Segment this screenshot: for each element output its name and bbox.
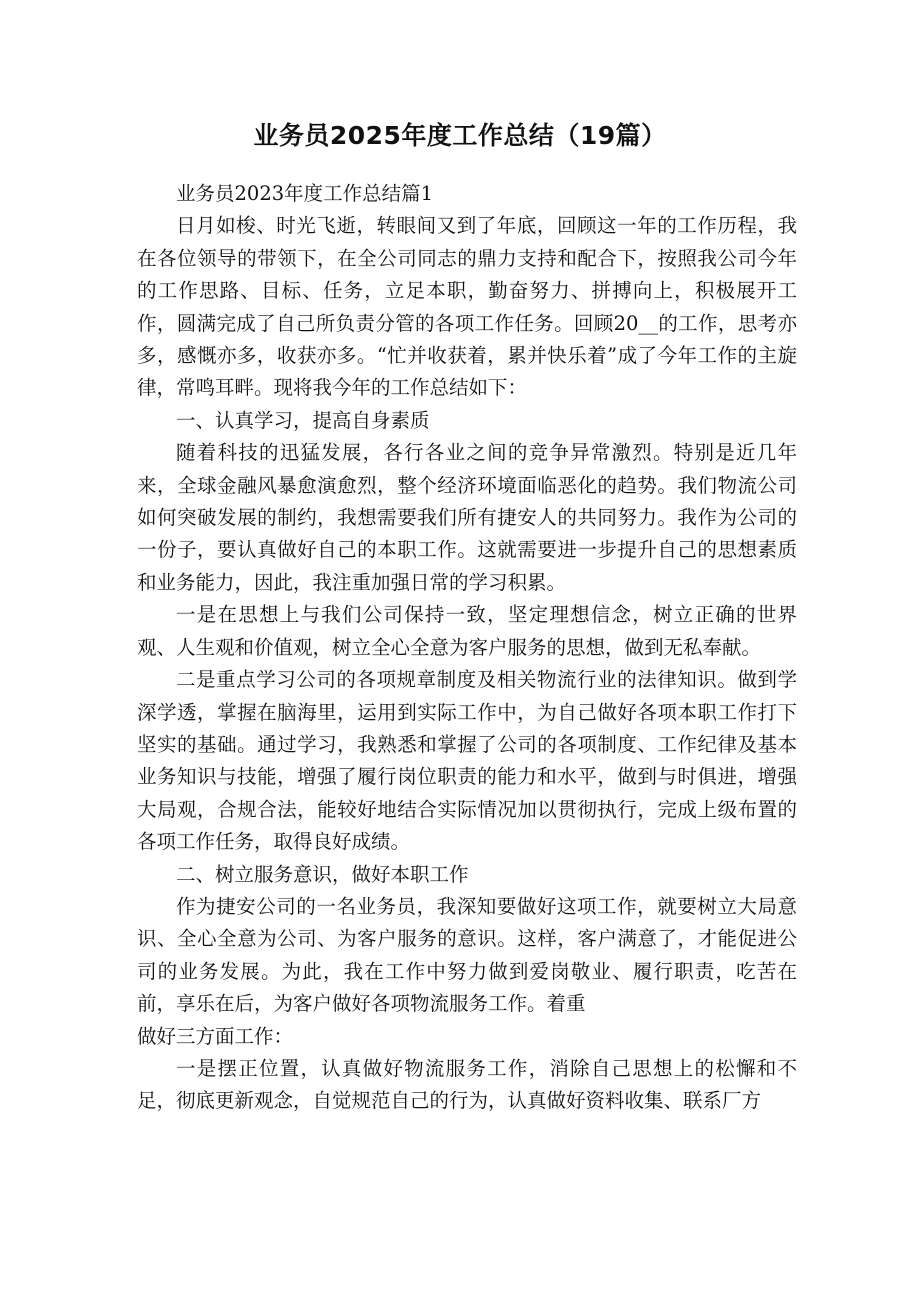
document-body xyxy=(137,178,797,1118)
section-heading: 业务员2023年度工作总结篇1 xyxy=(176,182,434,205)
paragraph: 一是摆正位置，认真做好物流服务工作，消除自己思想上的松懈和不足，彻底更新观念，自觉规范自己的行为，认真做好资料收集、联系厂方 xyxy=(137,1056,797,1113)
paragraph: 日月如梭、时光飞逝，转眼间又到了年底，回顾这一年的工作历程，我在各位领导的带领下，在全公司同志的鼎力支持和配合下，按照我公司今年的工作思路、目标、任务，立足本职，勤奋努力、拼搏向上，积极展开工作，圆满完成了自己所负责分管的各项工作任务。回顾20__的工作，思考亦多，感慨亦多，收获亦多。“忙并收获着，累并快乐着”成了今年工作的主旋律，常鸣耳畔。现将我今年的工作总结如下： xyxy=(137,214,797,400)
document-title: 业务员2025年度工作总结（19篇） xyxy=(253,121,667,150)
section-heading: 二、树立服务意识，做好本职工作 xyxy=(176,862,469,886)
paragraph: 作为捷安公司的一名业务员，我深知要做好这项工作，就要树立大局意识、全心全意为公司、为客户服务的意识。这样，客户满意了，才能促进公司的业务发展。为此，我在工作中努力做到爱岗敬业、履行职责，吃苦在前，享乐在后，为客户做好各项物流服务工作。着重 xyxy=(137,894,797,1016)
paragraph: 做好三方面工作： xyxy=(137,1024,294,1048)
paragraph: 随着科技的迅猛发展，各行各业之间的竞争异常激烈。特别是近几年来，全球金融风暴愈演愈烈，整个经济环境面临恶化的趋势。我们物流公司如何突破发展的制约，我想需要我们所有捷安人的共同努力。我作为公司的一份子，要认真做好自己的本职工作。这就需要进一步提升自己的思想素质和业务能力，因此，我注重加强日常的学习积累。 xyxy=(137,441,797,594)
paragraph: 一是在思想上与我们公司保持一致，坚定理想信念，树立正确的世界观、人生观和价值观，树立全心全意为客户服务的思想，做到无私奉献。 xyxy=(137,603,797,659)
section-heading: 一、认真学习，提高自身素质 xyxy=(176,408,430,432)
paragraph: 二是重点学习公司的各项规章制度及相关物流行业的法律知识。做到学深学透，掌握在脑海里，运用到实际工作中，为自己做好各项本职工作打下坚实的基础。通过学习，我熟悉和掌握了公司的各项制度、工作纪律及基本业务知识与技能，增强了履行岗位职责的能力和水平，做到与时俱进，增强大局观，合规合法，能较好地结合实际情况加以贯彻执行，完成上级布置的各项工作任务，取得良好成绩。 xyxy=(137,668,797,854)
